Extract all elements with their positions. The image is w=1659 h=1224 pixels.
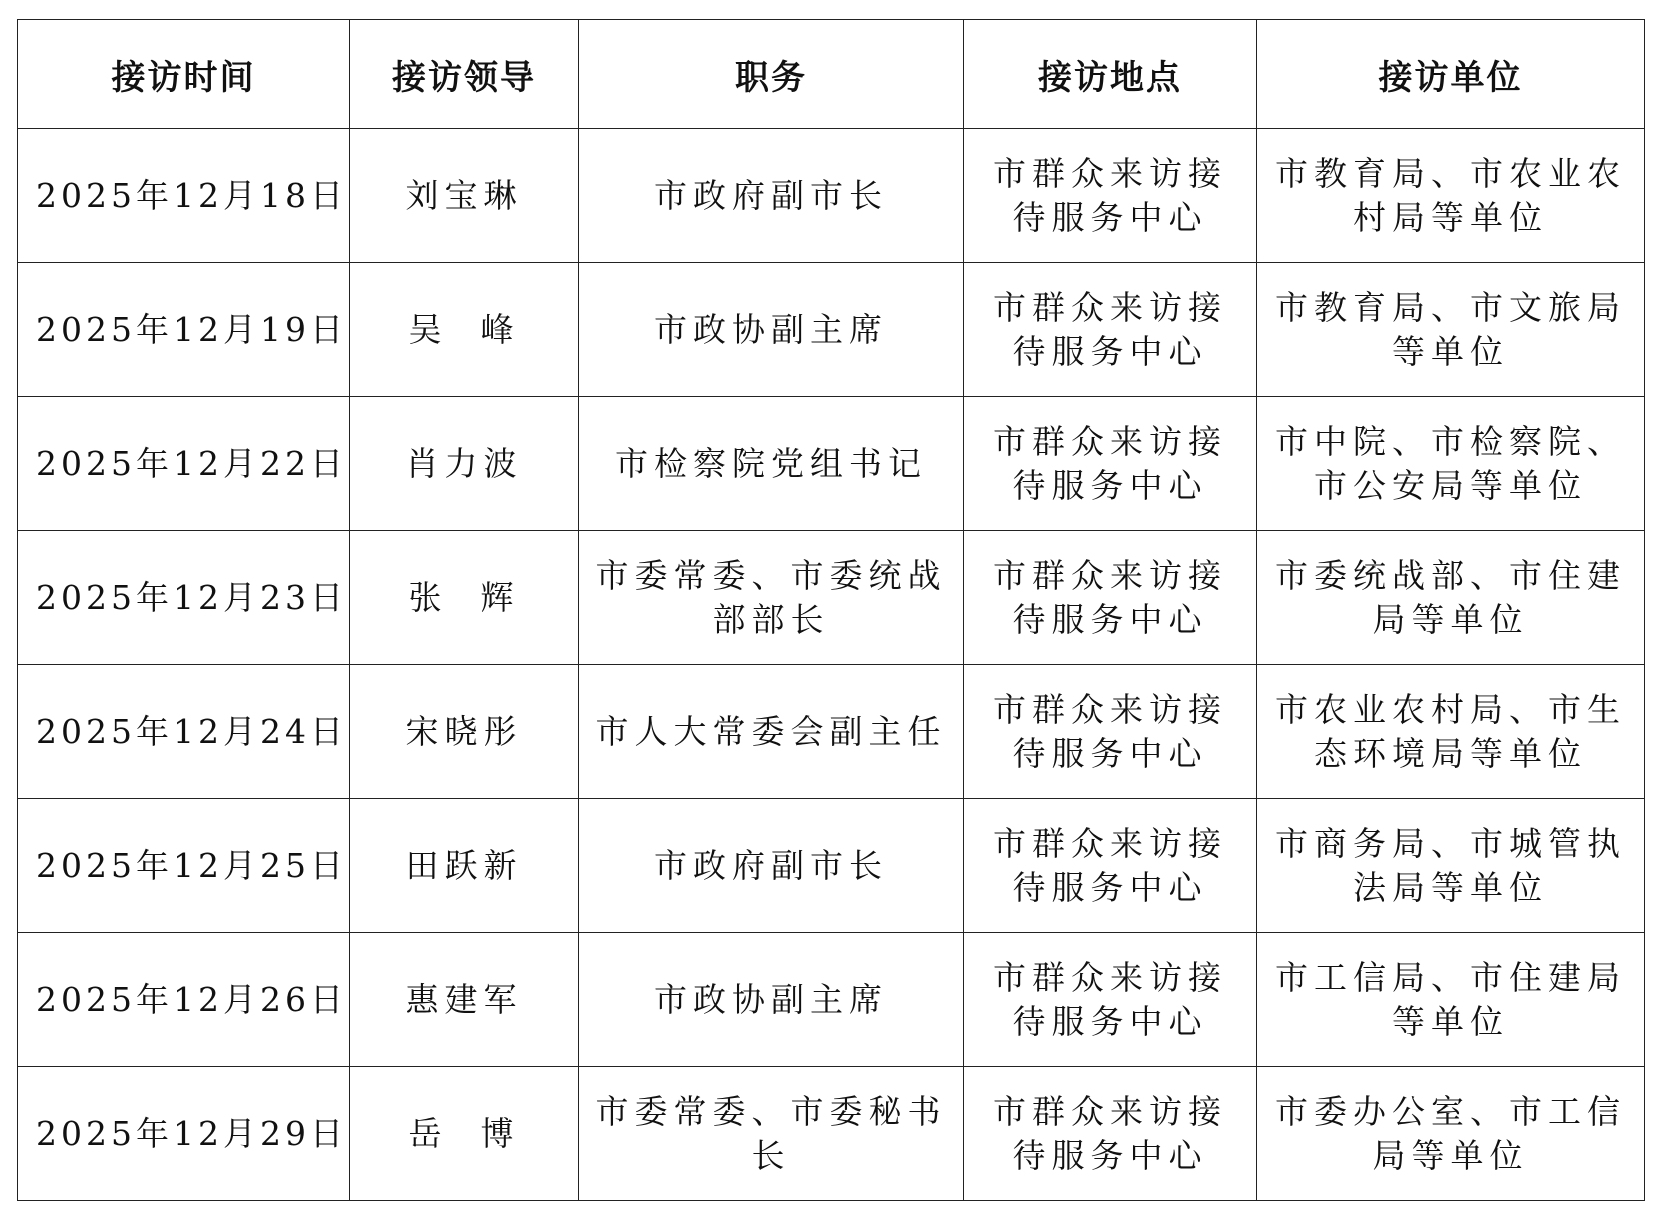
row-units: 市教育局、市文旅局等单位 <box>1257 263 1645 397</box>
row-units: 市委统战部、市住建局等单位 <box>1257 531 1645 665</box>
row-position: 市政府副市长 <box>579 129 964 263</box>
row-date: 2025年12月29日 <box>18 1067 350 1201</box>
table-row <box>18 1067 1645 1201</box>
row-location: 市群众来访接待服务中心 <box>964 129 1257 263</box>
row-date: 2025年12月23日 <box>18 531 350 665</box>
row-position: 市委常委、市委秘书长 <box>579 1067 964 1201</box>
row-date: 2025年12月25日 <box>18 799 350 933</box>
reception-schedule-table <box>17 19 1645 1201</box>
row-units: 市农业农村局、市生态环境局等单位 <box>1257 665 1645 799</box>
row-units: 市工信局、市住建局等单位 <box>1257 933 1645 1067</box>
header-reception-location: 接访地点 <box>964 20 1257 129</box>
table-row <box>18 933 1645 1067</box>
row-leader: 田跃新 <box>350 799 579 933</box>
header-reception-time: 接访时间 <box>18 20 350 129</box>
row-units: 市委办公室、市工信局等单位 <box>1257 1067 1645 1201</box>
row-position: 市人大常委会副主任 <box>579 665 964 799</box>
row-location: 市群众来访接待服务中心 <box>964 1067 1257 1201</box>
row-leader: 吴 峰 <box>350 263 579 397</box>
table-row <box>18 799 1645 933</box>
row-leader: 刘宝琳 <box>350 129 579 263</box>
header-reception-units: 接访单位 <box>1257 20 1645 129</box>
row-location: 市群众来访接待服务中心 <box>964 397 1257 531</box>
row-leader: 肖力波 <box>350 397 579 531</box>
row-location: 市群众来访接待服务中心 <box>964 799 1257 933</box>
row-location: 市群众来访接待服务中心 <box>964 263 1257 397</box>
header-reception-leader: 接访领导 <box>350 20 579 129</box>
row-units: 市教育局、市农业农村局等单位 <box>1257 129 1645 263</box>
header-position: 职务 <box>579 20 964 129</box>
row-position: 市政协副主席 <box>579 933 964 1067</box>
row-date: 2025年12月19日 <box>18 263 350 397</box>
row-date: 2025年12月22日 <box>18 397 350 531</box>
row-date: 2025年12月26日 <box>18 933 350 1067</box>
row-leader: 岳 博 <box>350 1067 579 1201</box>
row-location: 市群众来访接待服务中心 <box>964 665 1257 799</box>
row-units: 市中院、市检察院、市公安局等单位 <box>1257 397 1645 531</box>
table-row <box>18 397 1645 531</box>
table-row <box>18 263 1645 397</box>
table-row <box>18 129 1645 263</box>
row-position: 市委常委、市委统战部部长 <box>579 531 964 665</box>
row-position: 市政协副主席 <box>579 263 964 397</box>
table-row <box>18 665 1645 799</box>
row-location: 市群众来访接待服务中心 <box>964 531 1257 665</box>
row-location: 市群众来访接待服务中心 <box>964 933 1257 1067</box>
table-header-row <box>18 20 1645 129</box>
row-position: 市检察院党组书记 <box>579 397 964 531</box>
row-units: 市商务局、市城管执法局等单位 <box>1257 799 1645 933</box>
row-leader: 惠建军 <box>350 933 579 1067</box>
row-leader: 张 辉 <box>350 531 579 665</box>
row-position: 市政府副市长 <box>579 799 964 933</box>
row-date: 2025年12月18日 <box>18 129 350 263</box>
row-leader: 宋晓彤 <box>350 665 579 799</box>
row-date: 2025年12月24日 <box>18 665 350 799</box>
table-row <box>18 531 1645 665</box>
